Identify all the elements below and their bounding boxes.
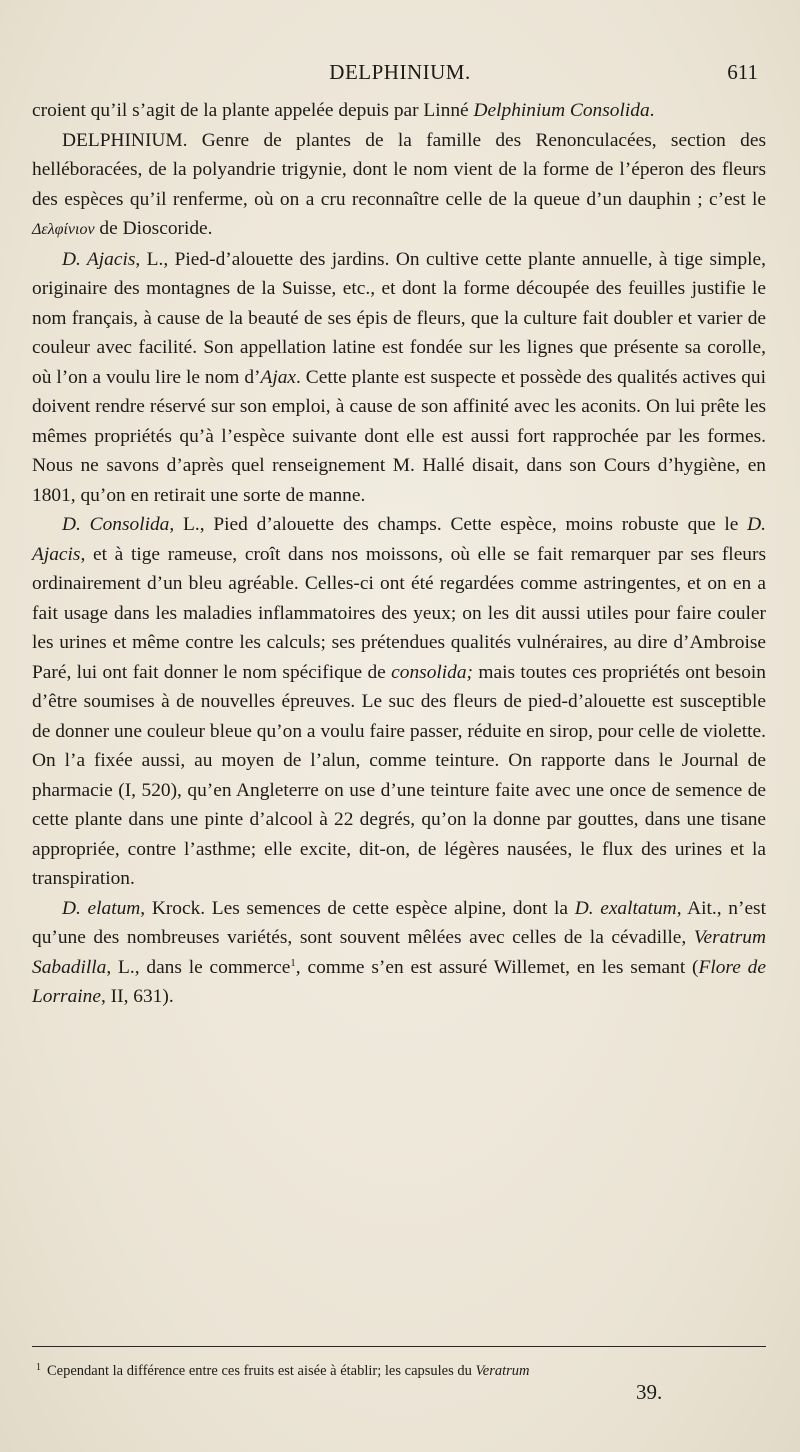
paragraph-d-consolida: [32, 510, 766, 894]
footnote-divider: [32, 1346, 766, 1347]
paragraph-delphinium-genus: [32, 126, 766, 245]
running-head: [0, 60, 800, 90]
italic-term: Flore de Lorraine: [32, 956, 766, 1007]
paragraph-continuation: [32, 96, 766, 126]
footnote: [32, 1358, 766, 1381]
greek-term: Δελφίνιον: [32, 221, 95, 238]
paragraph-d-elatum: [32, 894, 766, 1012]
text-run: de Dioscoride.: [94, 218, 213, 239]
text-run: , L., dans le commerce: [106, 956, 291, 978]
body-text: [32, 96, 766, 1012]
italic-term: consolida;: [391, 661, 474, 683]
italic-term: Delphinium Consolida: [473, 100, 650, 121]
text-run: , Ait., n’est qu’une des nombreuses variétés, sont souvent mêlées avec celles de la cévadille,: [32, 897, 766, 948]
footnote-mark: 1: [36, 1362, 41, 1373]
text-run: , II, 631).: [100, 986, 174, 1007]
species-name: D. Consolida: [62, 514, 170, 535]
species-name: D. Ajacis: [62, 248, 136, 270]
text-run: , et à tige rameuse, croît dans nos moissons, où elle se fait remarquer par ses fleurs ordinairement d’un bleu agréable. Celles-ci ont été regardées comme astringentes, et on en a fait usage dans les maladies inflammatoires des yeux; on les dit aussi utiles pour faire couler les urines et même contre les calculs; ses prétendues qualités vulnéraires, au dire d’Ambroise Paré, lui ont fait donner le nom spécifique de: [32, 543, 766, 683]
italic-term: D. exaltatum: [574, 897, 677, 919]
italic-term: Veratrum: [475, 1363, 530, 1379]
text-run: mais toutes ces propriétés ont besoin d’être soumises à de nouvelles épreuves. Le suc des fleurs de pied-d’alouette est susceptible de donner une couleur bleue qu’on a voulu faire passer, réduite en sirop, pour celle de violette. On l’a fixée aussi, au moyen de l’alun, comme teinture. On rapporte dans le Journal de pharmacie (I, 520), qu’en Angleterre on use d’une teinture faite avec une once de semence de cette plante dans une pinte d’alcool à 22 degrés, qu’on la donne par gouttes, dans une tisane appropriée, contre l’asthme; elle excite, dit-on, de légères nausées, le flux des urines et la transpiration.: [32, 661, 766, 889]
text-run: , L., Pied-d’alouette des jardins. On cultive cette plante annuelle, à tige simple, originaire des montagnes de la Suisse, etc., et dont la forme découpée des feuilles justifie le nom français, à cause de la beauté de ses épis de fleurs, que la culture fait doubler et varier de couleur avec facilité. Son appellation latine est fondée sur les lignes que présente sa corolle, où l’on a voulu lire le nom d’: [32, 248, 767, 388]
running-head-title: DELPHINIUM.: [329, 60, 471, 84]
footnote-reference[interactable]: 1: [290, 956, 296, 969]
italic-term: Ajax: [260, 366, 297, 388]
text-run: , L., Pied d’alouette des champs. Cette espèce, moins robuste que le: [169, 514, 748, 535]
text-run: DELPHINIUM. Genre de plantes de la famille des Renonculacées, section des helléboracées, de la polyandrie trigynie, dont le nom vient de la forme de l’éperon des fleurs des espèces qu’il renferme, où on a cru reconnaître celle de la queue d’un dauphin ; c’est le: [32, 129, 766, 210]
text-run: .: [649, 100, 655, 121]
text-run: , comme s’en est assuré Willemet, en les semant (: [295, 956, 699, 978]
italic-term: Veratrum Sabadilla: [32, 927, 766, 978]
paragraph-d-ajacis: [32, 245, 766, 511]
text-run: croient qu’il s’agit de la plante appelée depuis par Linné: [32, 100, 474, 121]
italic-term: D. Ajacis: [32, 514, 767, 565]
text-run: , Krock. Les semences de cette espèce alpine, dont la: [140, 897, 575, 919]
page-number: 611: [727, 60, 758, 84]
text-run: . Cette plante est suspecte et possède des qualités actives qui doivent rendre réservé sur son emploi, à cause de son affinité avec les aconits. On lui prête les mêmes propriétés qu’à l’espèce suivante dont elle est aussi fort rapprochée par les formes. Nous ne savons d’après quel renseignement M. Hallé disait, dans son Cours d’hygiène, en 1801, qu’on en retirait une sorte de manne.: [32, 366, 766, 506]
footnote-text: Cependant la différence entre ces fruits est aisée à établir; les capsules du: [47, 1363, 476, 1379]
species-name: D. elatum: [62, 897, 141, 919]
signature-mark: 39.: [636, 1380, 663, 1404]
